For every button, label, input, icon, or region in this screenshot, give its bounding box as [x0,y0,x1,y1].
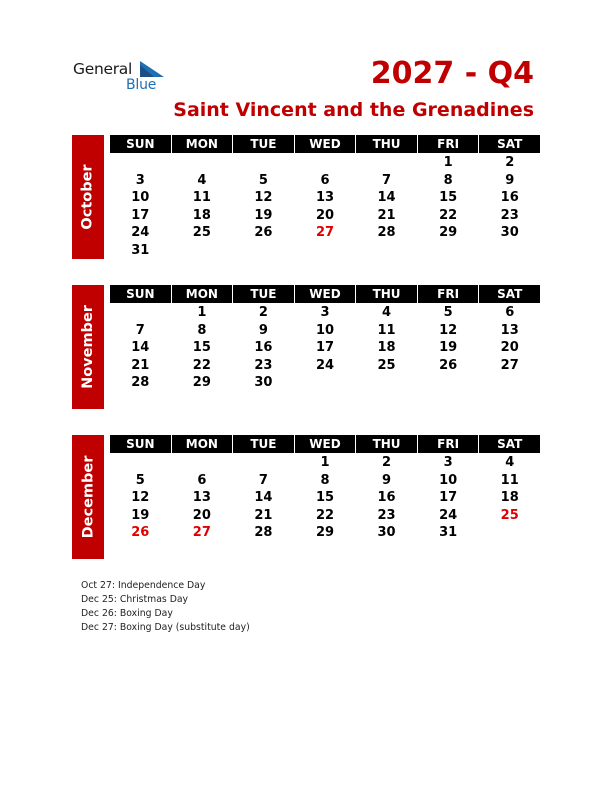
day-cell: 19 [131,507,150,523]
weekday-header-thu: THU [356,435,417,453]
day-cell: 9 [382,472,392,488]
page-title: 2027 - Q4 [370,56,534,91]
day-cell: 28 [254,525,273,540]
day-cell: 5 [258,172,268,188]
day-cell: 20 [192,507,211,523]
day-cell: 18 [500,490,519,505]
day-cell: 7 [382,172,392,188]
month-block-october [72,135,540,259]
weekday-header-wed: WED [295,135,356,153]
day-cell: 2 [258,305,268,320]
day-cell: 25 [192,225,211,240]
weekday-header-fri: FRI [418,435,479,453]
day-cell: 9 [505,172,515,188]
day-cell: 4 [505,455,515,470]
day-cell: 29 [192,375,211,390]
day-cell: 18 [377,340,396,355]
day-cell: 4 [197,172,207,188]
day-cell: 14 [254,490,273,505]
empty-day-cell [418,374,479,392]
day-cell: 24 [131,225,150,240]
day-cell: 8 [320,472,330,488]
day-cell: 11 [500,472,519,488]
empty-day-cell [295,242,356,260]
day-cell: 3 [135,172,145,188]
day-grid [110,454,540,542]
general-blue-logo [73,59,173,95]
day-cell: 12 [439,322,458,338]
day-cell: 27 [192,525,211,540]
day-cell: 4 [382,305,392,320]
day-cell: 30 [377,525,396,540]
month-block-december [72,435,540,559]
day-cell: 20 [500,340,519,355]
day-cell: 3 [443,455,453,470]
day-cell: 24 [439,507,458,523]
day-cell: 11 [192,190,211,205]
day-cell: 26 [439,357,458,373]
weekday-header-wed: WED [295,285,356,303]
day-cell: 17 [131,207,150,223]
empty-day-cell [172,242,233,260]
day-cell: 12 [254,190,273,205]
day-cell: 23 [500,207,519,223]
month-sidebar [72,285,104,409]
weekday-header-fri: FRI [418,285,479,303]
day-cell: 15 [315,490,335,505]
day-cell: 21 [254,507,273,523]
day-cell: 30 [254,375,273,390]
day-cell: 19 [439,340,458,355]
weekday-header-mon: MON [172,435,233,453]
logo-text-blue: Blue [126,77,157,93]
month-name: November [80,305,97,389]
empty-day-cell [295,154,356,172]
empty-day-cell [479,242,540,260]
day-grid [110,154,540,259]
day-cell: 31 [131,242,150,258]
day-cell: 15 [192,340,211,355]
day-cell: 22 [315,507,335,523]
day-cell: 6 [320,172,330,188]
day-cell: 14 [131,340,150,355]
day-cell: 27 [500,357,519,373]
day-cell: 5 [443,305,453,320]
day-cell: 2 [382,455,392,470]
day-cell: 30 [500,225,519,240]
day-cell: 1 [197,305,207,320]
empty-day-cell [233,454,294,472]
weekday-header-sun: SUN [110,435,171,453]
weekday-header-sun: SUN [110,135,171,153]
empty-day-cell [295,374,356,392]
day-cell: 5 [135,472,145,488]
day-cell: 23 [377,507,396,523]
weekday-header-thu: THU [356,285,417,303]
day-cell: 2 [505,155,515,170]
weekday-header-row [110,435,540,453]
month-sidebar [72,135,104,259]
day-cell: 21 [131,357,150,373]
empty-day-cell [233,242,294,260]
day-cell: 17 [315,340,335,355]
empty-day-cell [172,454,233,472]
day-cell: 25 [500,507,519,523]
day-cell: 10 [131,190,150,205]
day-cell: 13 [315,190,335,205]
weekday-header-sat: SAT [479,435,540,453]
day-cell: 22 [192,357,211,373]
empty-day-cell [110,454,171,472]
day-cell: 11 [377,322,396,338]
day-cell: 12 [131,490,150,505]
logo-text-general: General [73,60,132,78]
day-cell: 8 [443,172,453,188]
day-cell: 22 [439,207,458,223]
day-cell: 26 [131,525,150,540]
day-cell: 10 [439,472,458,488]
empty-day-cell [418,242,479,260]
day-cell: 29 [315,525,335,540]
weekday-header-row [110,135,540,153]
day-cell: 3 [320,305,330,320]
weekday-header-mon: MON [172,285,233,303]
empty-day-cell [356,374,417,392]
weekday-header-thu: THU [356,135,417,153]
month-name: December [80,455,96,539]
weekday-header-sat: SAT [479,135,540,153]
holiday-note: Dec 26: Boxing Day [81,608,173,619]
day-cell: 26 [254,225,273,240]
day-cell: 18 [192,207,211,223]
day-cell: 9 [258,322,268,338]
empty-day-cell [479,374,540,392]
holiday-note: Dec 25: Christmas Day [81,594,189,605]
day-cell: 24 [315,357,335,373]
day-cell: 16 [500,190,519,205]
empty-day-cell [172,154,233,172]
weekday-header-sat: SAT [479,285,540,303]
holiday-notes [81,579,250,635]
day-grid [110,304,540,392]
day-cell: 25 [377,357,396,373]
day-cell: 17 [439,490,458,505]
weekday-header-sun: SUN [110,285,171,303]
day-cell: 16 [377,490,396,505]
day-cell: 14 [377,190,396,205]
empty-day-cell [356,154,417,172]
day-cell: 1 [443,155,453,170]
empty-day-cell [110,154,171,172]
month-sidebar [72,435,104,559]
day-cell: 15 [439,190,458,205]
day-cell: 19 [254,207,273,223]
day-cell: 1 [320,455,330,470]
empty-day-cell [479,524,540,542]
day-cell: 13 [500,322,519,338]
holiday-note: Dec 27: Boxing Day (substitute day) [81,622,250,633]
weekday-header-tue: TUE [233,435,294,453]
day-cell: 31 [439,525,458,540]
empty-day-cell [110,304,171,322]
day-cell: 20 [315,207,335,223]
day-cell: 13 [192,490,211,505]
day-cell: 28 [377,225,396,240]
day-cell: 23 [254,357,273,373]
day-cell: 7 [258,472,268,488]
month-block-november [72,285,540,409]
day-cell: 6 [505,305,515,320]
weekday-header-wed: WED [295,435,356,453]
day-cell: 16 [254,340,273,355]
day-cell: 10 [315,322,335,338]
day-cell: 6 [197,472,207,488]
country-subtitle: Saint Vincent and the Grenadines [173,99,534,121]
weekday-header-tue: TUE [233,135,294,153]
weekday-header-mon: MON [172,135,233,153]
weekday-header-tue: TUE [233,285,294,303]
day-cell: 27 [315,225,335,240]
weekday-header-fri: FRI [418,135,479,153]
day-cell: 28 [131,375,150,390]
weekday-header-row [110,285,540,303]
day-cell: 8 [197,322,207,338]
day-cell: 21 [377,207,396,223]
empty-day-cell [356,242,417,260]
day-cell: 29 [439,225,458,240]
holiday-note: Oct 27: Independence Day [81,580,206,591]
month-name: October [80,164,96,230]
empty-day-cell [233,154,294,172]
day-cell: 7 [135,322,145,338]
